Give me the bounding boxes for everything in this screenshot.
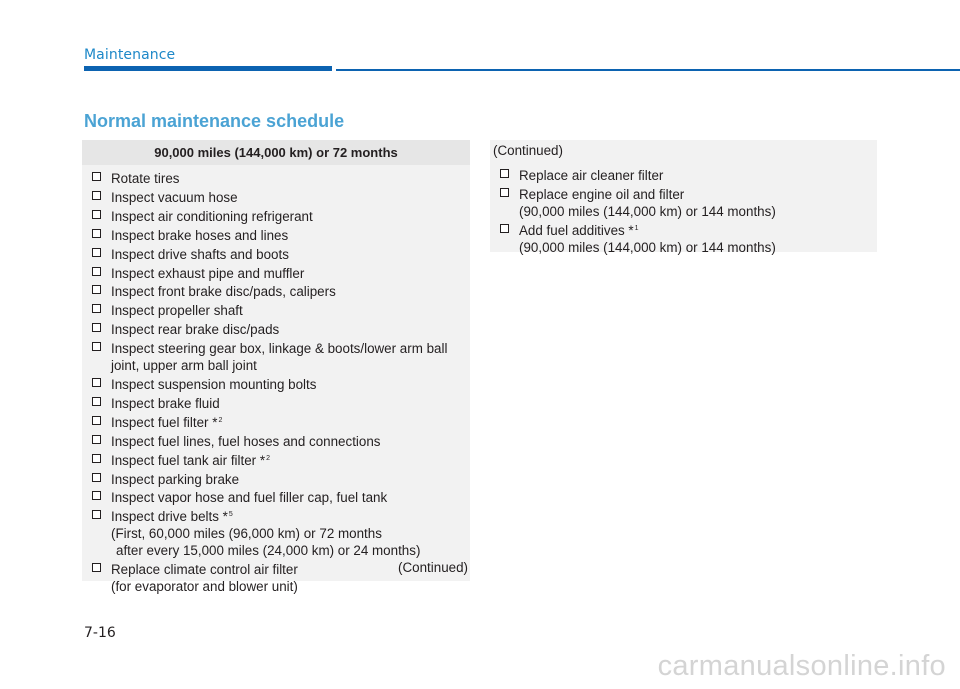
- checkbox-icon: [92, 248, 101, 257]
- checkbox-icon: [92, 510, 101, 519]
- list-item: Add fuel additives *$^1$: [500, 221, 877, 240]
- checkbox-icon: [92, 435, 101, 444]
- checkbox-icon: [92, 397, 101, 406]
- header-rule-thick: [84, 66, 332, 71]
- checkbox-icon: [92, 454, 101, 463]
- checkbox-icon: [92, 473, 101, 482]
- checkbox-icon: [92, 210, 101, 219]
- checkbox-icon: [92, 304, 101, 313]
- checkbox-icon: [92, 378, 101, 387]
- checkbox-icon: [500, 188, 509, 197]
- drive-belts-note-continuation: after every 15,000 miles (24,000 km) or 24 months): [116, 543, 421, 559]
- checkbox-icon: [92, 172, 101, 181]
- list-item: Inspect drive shafts and boots: [92, 245, 470, 264]
- list-item: Inspect propeller shaft: [92, 301, 470, 320]
- checkbox-icon: [92, 323, 101, 332]
- checkbox-icon: [92, 229, 101, 238]
- list-item: Replace air cleaner filter: [500, 166, 877, 185]
- continued-label: (Continued): [493, 143, 563, 158]
- engine-oil-note: (90,000 miles (144,000 km) or 144 months): [519, 203, 776, 219]
- page-number: 7-16: [84, 625, 116, 641]
- checkbox-icon: [500, 224, 509, 233]
- list-item: Inspect front brake disc/pads, calipers: [92, 282, 470, 301]
- list-item: Rotate tires: [92, 169, 470, 188]
- list-item: Replace engine oil and filter: [500, 185, 877, 204]
- list-item: Inspect fuel tank air filter *$^2$: [92, 451, 470, 470]
- list-item-continuation: joint, upper arm ball joint: [111, 358, 257, 374]
- header-rule-thin: [336, 69, 960, 71]
- list-item: Inspect exhaust pipe and muffler: [92, 264, 470, 283]
- list-item: Inspect vapor hose and fuel filler cap, fuel tank: [92, 488, 470, 507]
- schedule-interval-title: 90,000 miles (144,000 km) or 72 months: [82, 140, 470, 165]
- list-item: Replace climate control air filter: [92, 560, 470, 579]
- checkbox-icon: [92, 285, 101, 294]
- list-item: Inspect fuel lines, fuel hoses and connections: [92, 432, 470, 451]
- checkbox-icon: [92, 416, 101, 425]
- fuel-additives-note: (90,000 miles (144,000 km) or 144 months): [519, 239, 776, 255]
- list-item: Inspect vacuum hose: [92, 188, 470, 207]
- schedule-panel-left: [82, 140, 470, 594]
- checkbox-icon: [92, 267, 101, 276]
- list-item: Inspect air conditioning refrigerant: [92, 207, 470, 226]
- checkbox-icon: [500, 169, 509, 178]
- climate-filter-note: (for evaporator and blower unit): [111, 578, 298, 594]
- list-item: Inspect rear brake disc/pads: [92, 320, 470, 339]
- page-heading: Normal maintenance schedule: [84, 111, 345, 131]
- section-title: Maintenance: [84, 47, 176, 63]
- list-item: Inspect brake hoses and lines: [92, 226, 470, 245]
- list-item: Inspect brake fluid: [92, 394, 470, 413]
- watermark: carmanualsonline.info: [657, 650, 946, 682]
- checkbox-icon: [92, 342, 101, 351]
- checkbox-icon: [92, 191, 101, 200]
- continued-label: (Continued): [398, 560, 468, 576]
- schedule-panel-right: [490, 140, 877, 255]
- schedule-list-right: [490, 164, 877, 257]
- schedule-list-left: [82, 165, 470, 596]
- checkbox-icon: [92, 563, 101, 572]
- list-item: Inspect drive belts *$^5$: [92, 507, 470, 526]
- list-item: Inspect parking brake: [92, 470, 470, 489]
- checkbox-icon: [92, 491, 101, 500]
- list-item: Inspect suspension mounting bolts: [92, 375, 470, 394]
- drive-belts-note: (First, 60,000 miles (96,000 km) or 72 months: [111, 526, 382, 542]
- list-item: Inspect steering gear box, linkage & boots/lower arm ball: [92, 339, 470, 358]
- list-item: Inspect fuel filter *$^2$: [92, 413, 470, 432]
